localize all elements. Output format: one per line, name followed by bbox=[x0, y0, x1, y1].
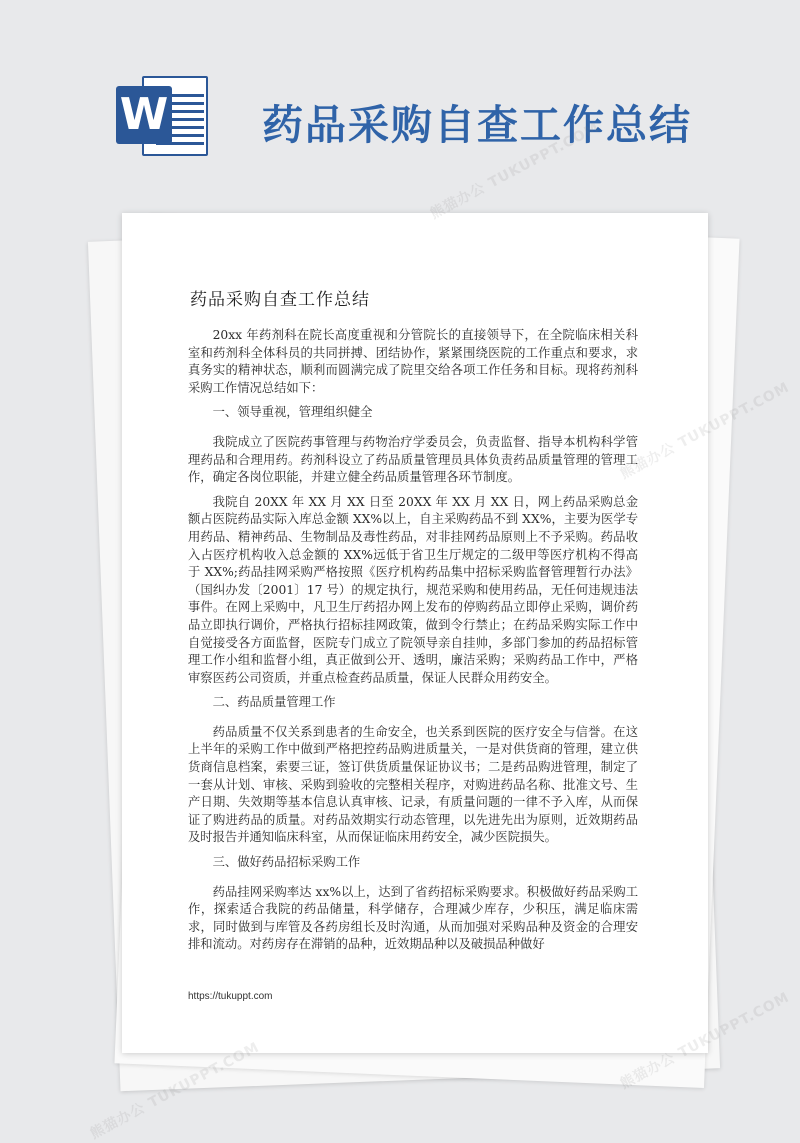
document-page bbox=[122, 213, 708, 1053]
paragraph: 我院成立了医院药事管理与药物治疗学委员会，负责监督、指导本机构科学管理药品和合理用药。药剂科设立了药品质量管理员具体负责药品质量管理的管理工作，确定各岗位职能，并建立健全药品质量管理各环节制度。 bbox=[188, 434, 638, 485]
watermark: 熊猫办公 TUKUPPT.COM bbox=[87, 1039, 263, 1143]
paragraph-intro: 20xx 年药剂科在院长高度重视和分管院长的直接领导下，在全院临床相关科室和药剂科全体科员的共同拼搏、团结协作，紧紧围绕医院的工作重点和要求，求真务实的精神状态，顺利而圆满完成了院里交给各项工作任务和目标。现将药剂科采购工作情况总结如下： bbox=[188, 328, 638, 395]
paragraph: 我院自 20XX 年 XX 月 XX 日至 20XX 年 XX 月 XX 日，网上药品采购总金额占医院药品实际入库总金额 XX%以上，自主采购药品不到 XX%，主要为医学专用药品、精神药品、生物制品及毒性药品，对非挂网药品原则上不予采购。药品收入占医疗机构收入总金额的 XX%远低于省卫生厅规定的二级甲等医疗机构不得高于 XX%;药品挂网采购严格按照《医疗机构药品集中招标采购监督管理暂行办法》（国纠办发〔2001〕17 号）的规定执行，规范采购和使用药品，无任何违规违法事件。在网上采购中，凡卫生厅药招办网上发布的停购药品立即停止采购，调价药品立即执行调价，严格执行招标挂网政策，做到令行禁止；在药品采购实际工作中自觉接受各方面监督，医院专门成立了院领导亲自挂帅，多部门参加的药品招标管理工作小组和监督小组，真正做到公开、透明，廉洁采购；采购药品工作中，严格审察医药公司资质，并重点检查药品质量，保证人民群众用药安全。 bbox=[188, 494, 638, 685]
section-heading-2: 二、药品质量管理工作 bbox=[212, 695, 336, 710]
section-heading-3: 三、做好药品招标采购工作 bbox=[212, 855, 361, 870]
footer-url: https://tukuppt.com bbox=[188, 991, 273, 1002]
watermark: TUKUPPT.COM bbox=[675, 379, 793, 452]
header-banner bbox=[0, 0, 800, 200]
page-title: 药品采购自查工作总结 bbox=[262, 101, 692, 149]
section-heading-1: 一、领导重视，管理组织健全 bbox=[212, 405, 373, 420]
document-title: 药品采购自查工作总结 bbox=[190, 290, 370, 310]
paragraph: 药品挂网采购率达 xx%以上，达到了省药招标采购要求。积极做好药品采购工作，探索适合我院的药品储量，科学储存，合理减少库存，少积压，满足临床需求，同时做到与库管及各药房组长及时沟通，从而加强对采购品种及资金的合理安排和流动。对药房存在滞销的品种，近效期品种以及破损品种做好 bbox=[188, 884, 638, 952]
word-badge: W bbox=[116, 86, 172, 144]
word-doc-icon bbox=[116, 72, 212, 160]
watermark: TUKUPPT.COM bbox=[675, 989, 793, 1062]
document-body bbox=[188, 327, 638, 961]
paragraph: 药品质量不仅关系到患者的生命安全，也关系到医院的医疗安全与信誉。在这上半年的采购工作中做到严格把控药品购进质量关，一是对供货商的管理，建立供货商信息档案，索要三证，签订供货质量保证协议书；二是药品购进管理，制定了一套从计划、审核、采购到验收的完整相关程序，对购进药品名称、批准文号、生产日期、失效期等基本信息认真审核、记录，有质量问题的一律不予入库，从而保证了购进药品的质量。对药品效期实行动态管理，以先进先出为原则，近效期药品及时报告并通知临床科室，从而保证临床用药安全，减少医院损失。 bbox=[188, 724, 638, 845]
watermark: 熊猫办公 TUKUPPT.COM bbox=[427, 119, 603, 223]
